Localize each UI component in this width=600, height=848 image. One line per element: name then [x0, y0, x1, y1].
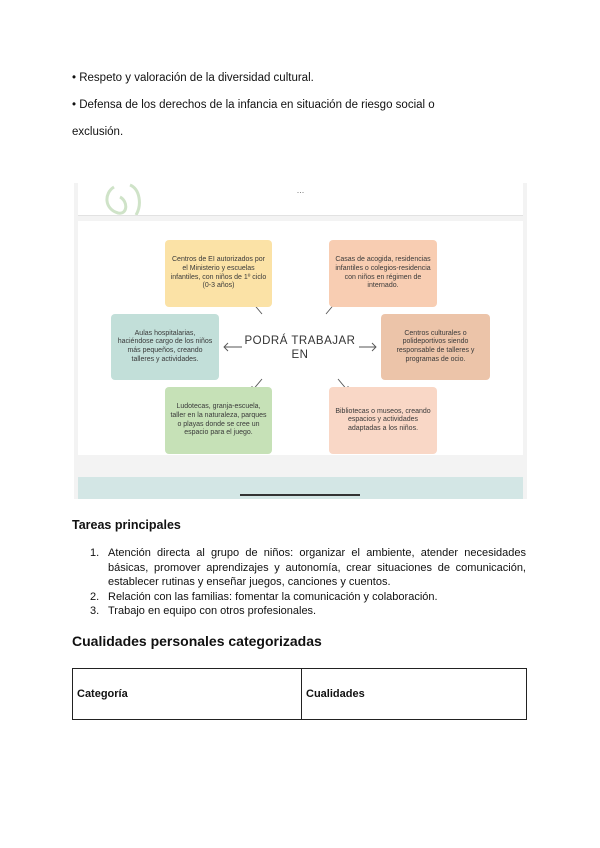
box-centros-ei: Centros de EI autorizados por el Ministerio y escuelas infantiles, con niños de 1º ciclo (0-3 años)	[165, 240, 272, 307]
tasks-list	[72, 546, 526, 619]
list-number: 2.	[90, 590, 100, 603]
cualidades-table	[72, 668, 527, 720]
infographic-podra-trabajar	[74, 183, 527, 499]
list-number: 3.	[90, 605, 100, 617]
box-centros-culturales: Centros culturales o polideportivos siendo responsable de talleres y programas de ocio.	[381, 314, 490, 380]
figure-ellipsis: ...	[296, 185, 305, 195]
center-title-line2: EN	[291, 349, 309, 361]
list-text: Relación con las familias: fomentar la comunicación y colaboración.	[108, 590, 438, 603]
list-number: 1.	[90, 547, 100, 559]
figure-scroll-bar	[240, 494, 360, 496]
table-header-cualidades: Cualidades	[302, 669, 527, 720]
section-title-tareas: Tareas principales	[72, 518, 181, 532]
list-item	[72, 590, 526, 605]
center-title-line1: PODRÁ TRABAJAR	[244, 335, 356, 347]
bullet-derechos: • Defensa de los derechos de la infancia en situación de riesgo social o	[72, 99, 435, 111]
list-text: Atención directa al grupo de niños: organizar el ambiente, atender necesidades básicas, promover aprendizajes y autonomía, crear situaciones de comunicación, establecer rutinas y enseñar juegos, canciones y cuentos.	[108, 547, 526, 588]
section-title-cualidades: Cualidades personales categorizadas	[72, 633, 322, 649]
table-row	[73, 669, 527, 720]
bullet-diversidad: • Respeto y valoración de la diversidad cultural.	[72, 72, 314, 84]
box-casas-acogida: Casas de acogida, residencias infantiles o colegios-residencia con niños en régimen de internado.	[329, 240, 437, 307]
list-text: Trabajo en equipo con otros profesionales.	[108, 605, 317, 617]
box-aulas-hospitalarias: Aulas hospitalarias, haciéndose cargo de los niños más pequeños, creando talleres y actividades.	[111, 314, 219, 380]
bullet-derechos-continuation: exclusión.	[72, 126, 124, 138]
center-title	[240, 334, 360, 362]
table-header-categoria: Categoría	[73, 669, 302, 720]
list-item	[72, 546, 526, 590]
box-ludotecas: Ludotecas, granja-escuela, taller en la naturaleza, parques o playas donde se cree un espacio para el juego.	[165, 387, 272, 454]
box-bibliotecas: Bibliotecas o museos, creando espacios y actividades adaptadas a los niños.	[329, 387, 437, 454]
list-item	[72, 604, 526, 619]
